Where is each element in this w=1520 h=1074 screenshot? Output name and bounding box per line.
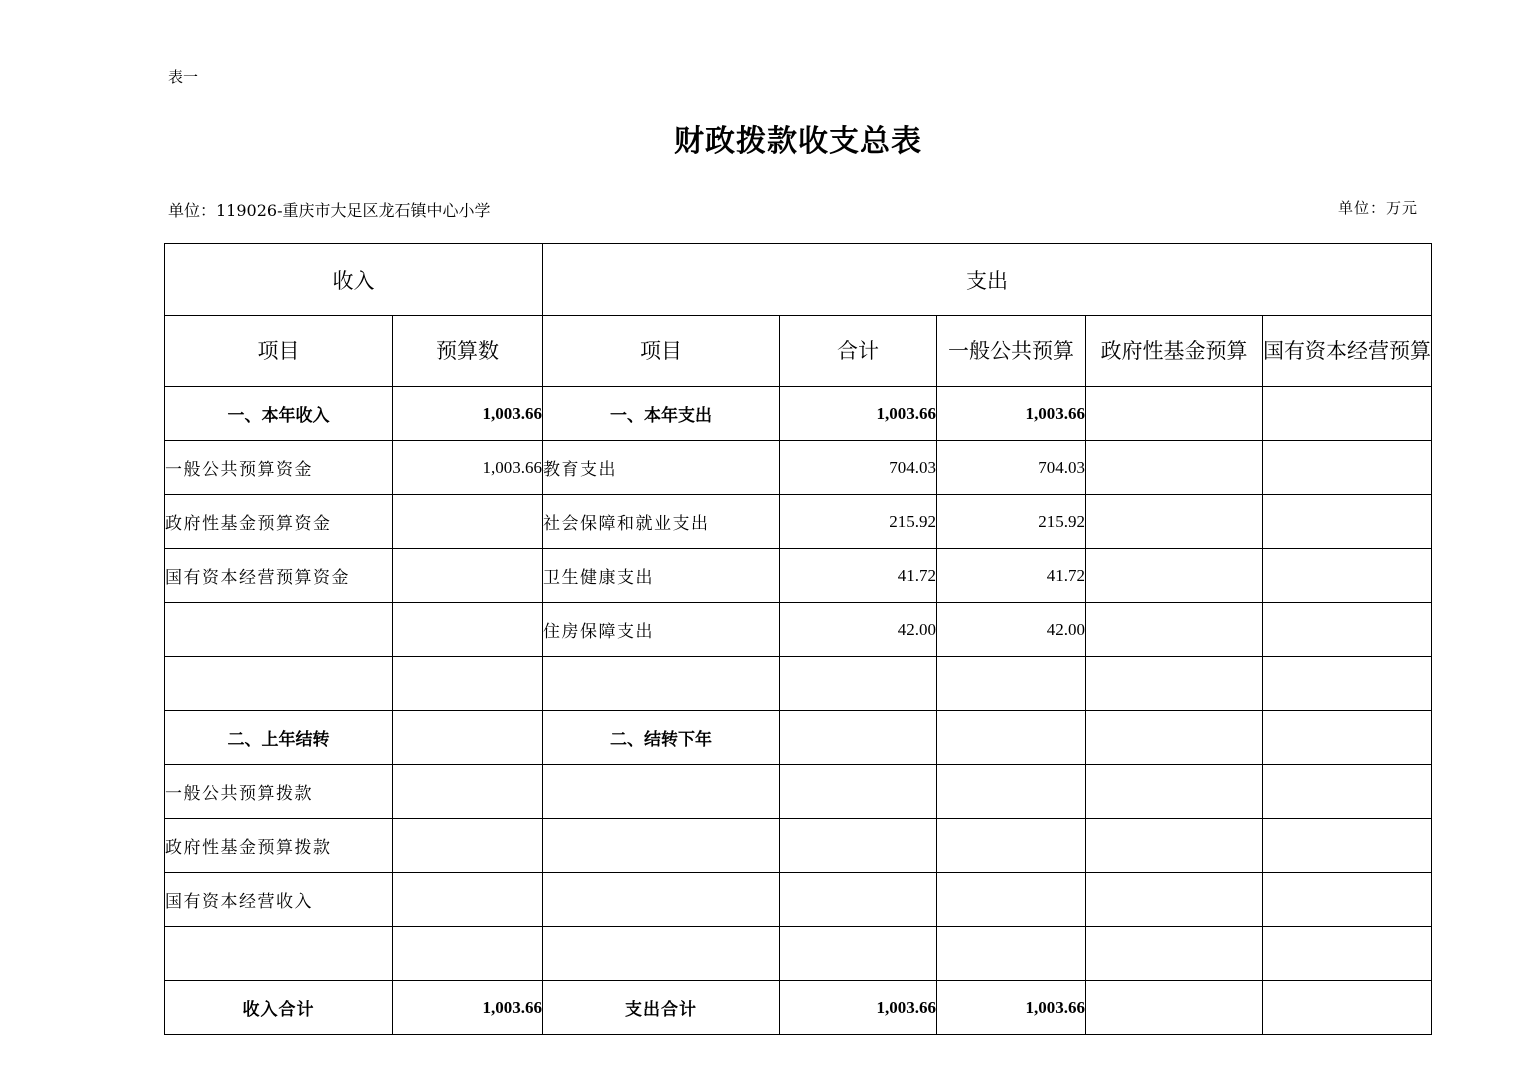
table-row [165, 657, 1432, 711]
income-amount-cell [393, 873, 543, 927]
exp-fund-cell [1086, 603, 1263, 657]
unit-currency: 单位：万元 [1338, 199, 1419, 217]
exp-capital-cell [1263, 873, 1432, 927]
income-amount-cell [393, 657, 543, 711]
income-item-cell: 国有资本经营收入 [165, 873, 393, 927]
exp-total-cell [780, 711, 937, 765]
exp-total-label: 支出合计 [543, 981, 780, 1035]
exp-total-cell: 41.72 [780, 549, 937, 603]
table-row [165, 765, 1432, 819]
income-item-cell: 一般公共预算拨款 [165, 765, 393, 819]
exp-total-capital [1263, 981, 1432, 1035]
exp-item-cell: 卫生健康支出 [543, 549, 780, 603]
income-item-cell: 二、上年结转 [165, 711, 393, 765]
totals-row [165, 981, 1432, 1035]
table-row [165, 927, 1432, 981]
budget-table [164, 243, 1432, 1035]
exp-fund-cell [1086, 711, 1263, 765]
exp-total-general: 1,003.66 [937, 981, 1086, 1035]
income-item-cell: 政府性基金预算资金 [165, 495, 393, 549]
exp-fund-cell [1086, 387, 1263, 441]
income-item-cell: 政府性基金预算拨款 [165, 819, 393, 873]
income-item-cell: 国有资本经营预算资金 [165, 549, 393, 603]
page-title: 财政拨款收支总表 [674, 124, 922, 159]
income-item-cell: 一、本年收入 [165, 387, 393, 441]
exp-total-cell: 215.92 [780, 495, 937, 549]
table-label: 表一 [168, 68, 199, 86]
exp-general-cell [937, 711, 1086, 765]
exp-item-cell: 一、本年支出 [543, 387, 780, 441]
table-row [165, 873, 1432, 927]
exp-general-cell: 704.03 [937, 441, 1086, 495]
exp-general-cell: 215.92 [937, 495, 1086, 549]
exp-fund-cell [1086, 549, 1263, 603]
income-total-amount: 1,003.66 [393, 981, 543, 1035]
unit-org: 单位：119026-重庆市大足区龙石镇中心小学 [168, 201, 491, 220]
exp-capital-cell [1263, 927, 1432, 981]
header-row-2 [165, 316, 1432, 387]
expenditure-header: 支出 [543, 244, 1432, 316]
exp-item-cell [543, 657, 780, 711]
exp-total-amount: 1,003.66 [780, 981, 937, 1035]
income-item-cell [165, 657, 393, 711]
exp-capital-cell [1263, 441, 1432, 495]
income-amount-cell [393, 819, 543, 873]
income-amount-cell [393, 495, 543, 549]
income-item-cell [165, 603, 393, 657]
exp-fund-cell [1086, 927, 1263, 981]
table-row [165, 549, 1432, 603]
income-amount-cell [393, 927, 543, 981]
table-row [165, 603, 1432, 657]
exp-total-cell: 42.00 [780, 603, 937, 657]
header-row-1 [165, 244, 1432, 316]
exp-item-cell: 教育支出 [543, 441, 780, 495]
exp-total-fund [1086, 981, 1263, 1035]
exp-fund-cell [1086, 873, 1263, 927]
exp-fund-cell [1086, 819, 1263, 873]
exp-total-cell: 1,003.66 [780, 387, 937, 441]
col-exp-item: 项目 [543, 316, 780, 387]
exp-general-cell [937, 819, 1086, 873]
exp-capital-cell [1263, 387, 1432, 441]
exp-item-cell [543, 927, 780, 981]
exp-general-cell [937, 765, 1086, 819]
income-item-cell [165, 927, 393, 981]
exp-fund-cell [1086, 657, 1263, 711]
exp-total-cell: 704.03 [780, 441, 937, 495]
exp-fund-cell [1086, 441, 1263, 495]
table-row [165, 819, 1432, 873]
income-item-cell: 一般公共预算资金 [165, 441, 393, 495]
income-amount-cell: 1,003.66 [393, 441, 543, 495]
exp-total-cell [780, 819, 937, 873]
exp-item-cell: 社会保障和就业支出 [543, 495, 780, 549]
exp-total-cell [780, 657, 937, 711]
income-amount-cell [393, 603, 543, 657]
exp-item-cell: 住房保障支出 [543, 603, 780, 657]
exp-general-cell [937, 657, 1086, 711]
exp-general-cell [937, 873, 1086, 927]
income-total-label: 收入合计 [165, 981, 393, 1035]
exp-capital-cell [1263, 711, 1432, 765]
col-total: 合计 [780, 316, 937, 387]
exp-general-cell: 41.72 [937, 549, 1086, 603]
exp-capital-cell [1263, 603, 1432, 657]
exp-capital-cell [1263, 657, 1432, 711]
exp-general-cell: 42.00 [937, 603, 1086, 657]
exp-item-cell [543, 765, 780, 819]
income-amount-cell [393, 711, 543, 765]
exp-total-cell [780, 765, 937, 819]
col-income-item: 项目 [165, 316, 393, 387]
exp-item-cell [543, 873, 780, 927]
income-header: 收入 [165, 244, 543, 316]
exp-total-cell [780, 927, 937, 981]
exp-item-cell: 二、结转下年 [543, 711, 780, 765]
income-amount-cell [393, 765, 543, 819]
table-row [165, 387, 1432, 441]
income-amount-cell [393, 549, 543, 603]
exp-capital-cell [1263, 549, 1432, 603]
exp-capital-cell [1263, 819, 1432, 873]
exp-fund-cell [1086, 765, 1263, 819]
table-row [165, 441, 1432, 495]
table-row [165, 495, 1432, 549]
exp-general-cell [937, 927, 1086, 981]
exp-general-cell: 1,003.66 [937, 387, 1086, 441]
col-fund: 政府性基金预算 [1086, 316, 1263, 387]
exp-fund-cell [1086, 495, 1263, 549]
exp-item-cell [543, 819, 780, 873]
exp-capital-cell [1263, 765, 1432, 819]
exp-capital-cell [1263, 495, 1432, 549]
table-row [165, 711, 1432, 765]
exp-total-cell [780, 873, 937, 927]
col-capital: 国有资本经营预算 [1263, 316, 1432, 387]
col-income-amount: 预算数 [393, 316, 543, 387]
income-amount-cell: 1,003.66 [393, 387, 543, 441]
col-general: 一般公共预算 [937, 316, 1086, 387]
